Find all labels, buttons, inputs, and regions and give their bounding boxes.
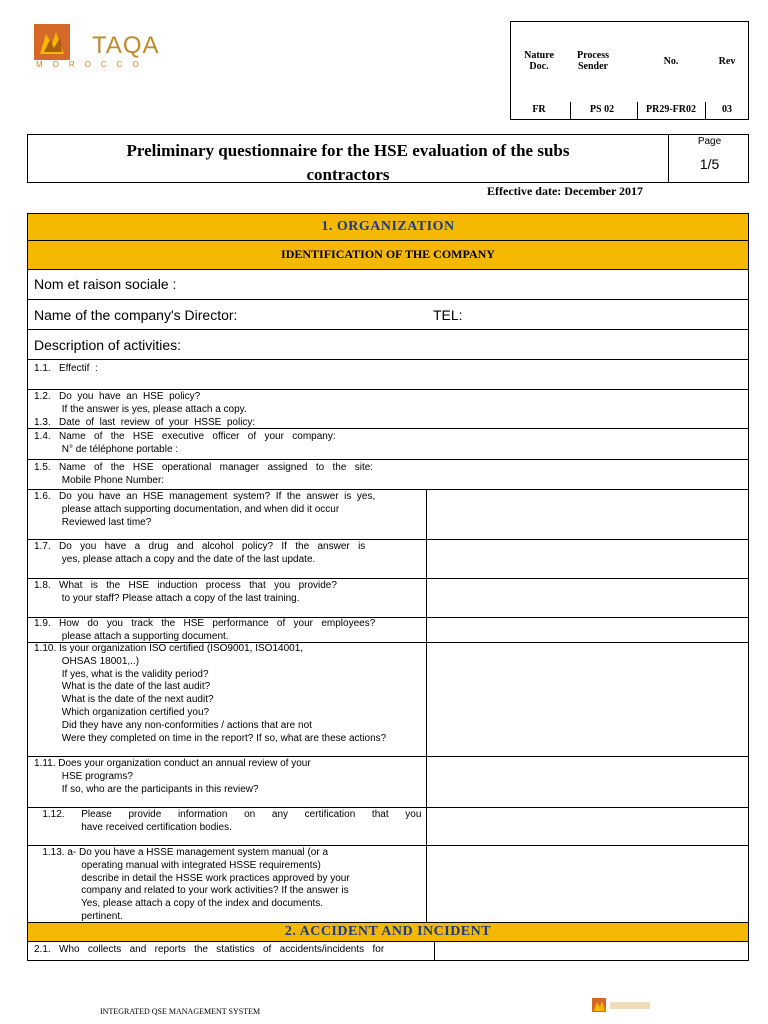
question-1-10: 1.10. Is your organization ISO certified (ISO9001, ISO14001, OHSAS 18001,..) If yes, what is the validity period? What is the date of the last audit? What is the date of the next audit? Which organization certified you? Did they have any non-conformities / actions that are not Were they completed on time in the report? If so, what are these actions? [34, 643, 387, 744]
effective-date: Effective date: December 2017 [487, 184, 644, 198]
question-1-7: 1.7. Do you have a drug and alcohol policy? If the answer is yes, please attach a copy and the date of the last update. [34, 541, 366, 565]
taqa-emblem-icon [34, 24, 70, 60]
taqa-logo [34, 24, 184, 70]
company-identification-title: IDENTIFICATION OF THE COMPANY [281, 247, 495, 261]
question-1-2: 1.2. Do you have an HSE policy? If the answer is yes, please attach a copy. 1.3. Date of last review of your HSSE policy: [34, 391, 256, 428]
question-1-8-row[interactable] [27, 579, 749, 618]
page-number: 1/5 [699, 156, 720, 172]
question-1-6-row[interactable] [27, 490, 749, 540]
question-1-8: 1.8. What is the HSE induction process that you provide? to your staff? Please attach a copy of the last training. [34, 580, 337, 604]
question-1-2-row[interactable] [27, 390, 749, 429]
question-1-9: 1.9. How do you track the HSE performance of your employees? please attach a supporting document. [34, 618, 376, 642]
question-1-1-row[interactable] [27, 360, 749, 390]
director-row[interactable] [27, 300, 749, 330]
header-rev: Rev [718, 56, 736, 67]
title-box [27, 134, 749, 183]
question-1-9-row[interactable] [27, 618, 749, 643]
question-1-11-row[interactable] [27, 757, 749, 808]
value-nature-doc: FR [532, 104, 546, 115]
question-1-1: 1.1. Effectif : [34, 363, 98, 374]
company-identification-header [27, 241, 749, 270]
tel-label: TEL: [433, 307, 463, 323]
document-title [28, 139, 668, 187]
question-1-7-row[interactable] [27, 540, 749, 579]
footer-text: INTEGRATED QSE MANAGEMENT SYSTEM [100, 1007, 261, 1016]
section-2-header [27, 923, 749, 942]
question-1-4: 1.4. Name of the HSE executive officer of your company: N° de téléphone portable : [34, 431, 336, 455]
page-cell [668, 134, 750, 183]
value-no: PR29-FR02 [646, 104, 696, 115]
header-process-sender: Process Sender [576, 50, 610, 72]
question-1-5: 1.5. Name of the HSE operational manager assigned to the site: Mobile Phone Number: [34, 462, 374, 486]
header-no: No. [663, 56, 679, 67]
question-1-12-row[interactable] [27, 808, 749, 846]
section-1-title: 1. ORGANIZATION [321, 219, 455, 234]
question-1-6: 1.6. Do you have an HSE management system? If the answer is yes, please attach supporting documentation, and when did it occur Reviewed last time? [34, 491, 376, 528]
question-1-10-row[interactable] [27, 643, 749, 757]
document-info-box [510, 21, 749, 120]
question-1-5-row[interactable] [27, 460, 749, 490]
logo-name: TAQA [92, 32, 160, 59]
value-rev: 03 [722, 104, 732, 115]
value-process-sender: PS 02 [589, 104, 615, 115]
question-1-12: 1.12. Please provide information on any certification that you have received certification bodies. [42, 809, 422, 833]
company-name-row[interactable] [27, 270, 749, 300]
logo-subtitle: MOROCCO [36, 60, 149, 69]
director-label: Name of the company's Director: [34, 307, 238, 323]
question-1-13-row[interactable] [27, 846, 749, 923]
section-2-title: 2. ACCIDENT AND INCIDENT [284, 924, 492, 939]
title-line-1: Preliminary questionnaire for the HSE evaluation of the subs [126, 141, 570, 160]
footer-taqa-logo-icon [592, 998, 652, 1014]
activities-label: Description of activities: [34, 337, 182, 353]
question-1-4-row[interactable] [27, 429, 749, 460]
activities-row[interactable] [27, 330, 749, 360]
question-1-11: 1.11. Does your organization conduct an annual review of your HSE programs? If so, who are the participants in this review? [34, 758, 311, 795]
title-line-2: contractors [306, 165, 390, 184]
question-2-1-row[interactable] [27, 942, 749, 961]
company-name-label: Nom et raison sociale : [34, 276, 177, 292]
page-label: Page [697, 136, 722, 147]
section-1-header [27, 213, 749, 241]
question-2-1: 2.1. Who collects and reports the statistics of accidents/incidents for [34, 944, 385, 955]
header-nature-doc: Nature Doc. [524, 50, 554, 72]
question-1-13: 1.13. a- Do you have a HSSE management system manual (or a operating manual with integrated HSSE requirements) describe in detail the HSSE work practices approved by your company and related to your work activities? If the answer is Yes, please attach a copy of the index and documents. pertinent. [42, 847, 350, 922]
